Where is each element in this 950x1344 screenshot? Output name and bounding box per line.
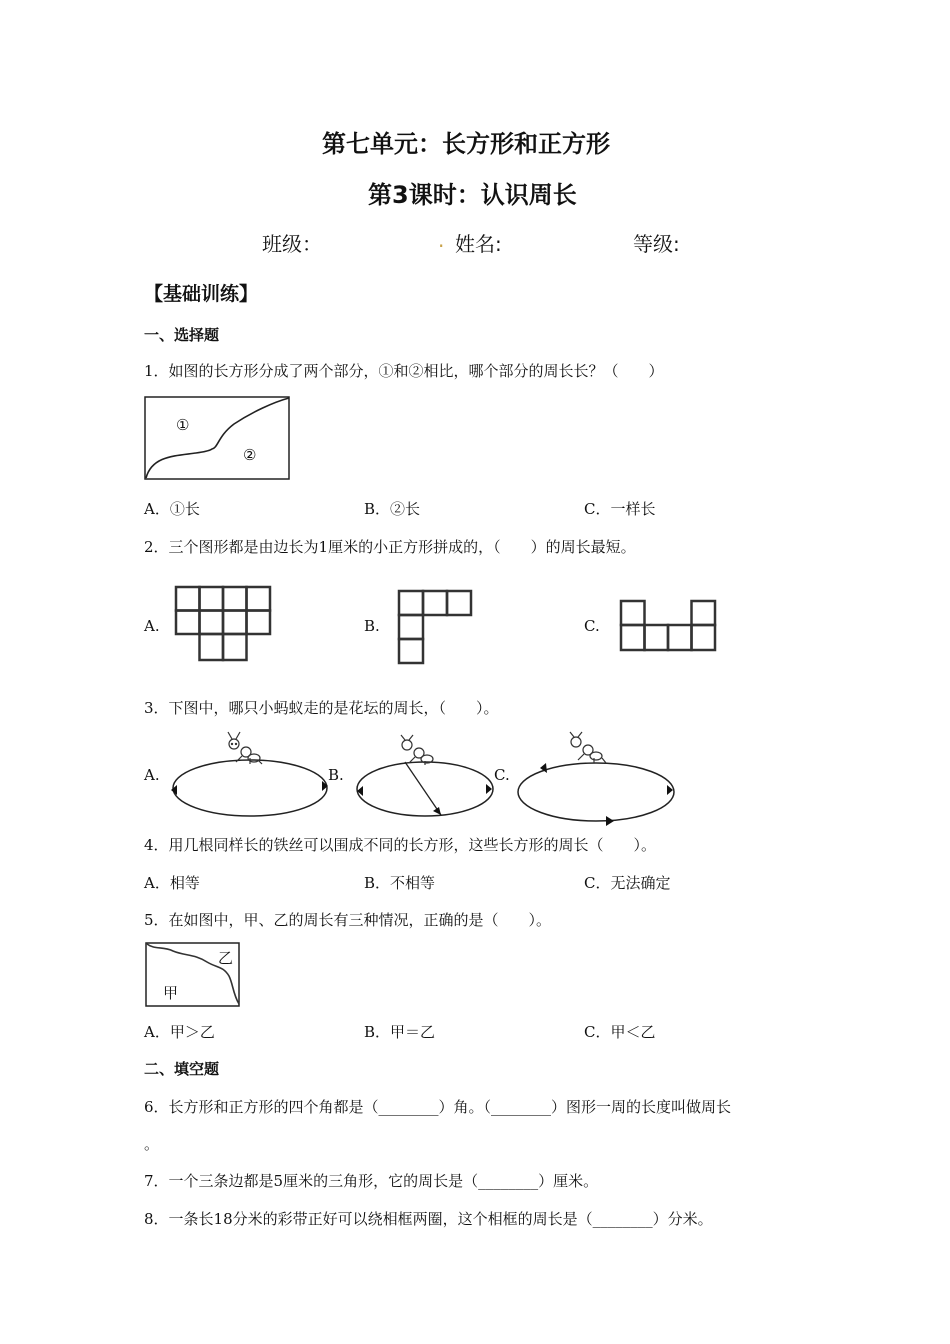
question-3: 3．下图中，哪只小蚂蚁走的是花坛的周长，（ ）。 — [144, 699, 499, 717]
question-1: 1．如图的长方形分成了两个部分，①和②相比，哪个部分的周长长？（ ） — [144, 362, 664, 380]
q4-option-c[interactable]: C．无法确定 — [584, 874, 671, 892]
q5-option-b[interactable]: B．甲＝乙 — [364, 1023, 436, 1041]
q5-label-yi: 乙 — [218, 949, 234, 967]
q1-label-1: ① — [176, 416, 190, 434]
unit-title: 第七单元：长方形和正方形 — [322, 130, 610, 158]
question-5: 5．在如图中，甲、乙的周长有三种情况，正确的是（ ）。 — [144, 911, 552, 929]
q4-option-b[interactable]: B．不相等 — [364, 874, 436, 892]
grade-label: 等级: — [633, 232, 680, 256]
q5-option-c[interactable]: C．甲＜乙 — [584, 1023, 656, 1041]
q3-option-c[interactable]: C. — [494, 766, 510, 784]
question-7: 7．一个三条边都是5厘米的三角形，它的周长是（________）厘米。 — [144, 1172, 599, 1190]
q2-figure-b — [398, 590, 472, 664]
q5-option-a[interactable]: A．甲＞乙 — [144, 1023, 215, 1041]
lesson-title: 第3课时：认识周长 — [368, 181, 577, 209]
q3-option-a[interactable]: A. — [144, 766, 160, 784]
question-4: 4．用几根同样长的铁丝可以围成不同的长方形，这些长方形的周长（ ）。 — [144, 836, 657, 854]
part2-heading: 二、填空题 — [144, 1060, 220, 1078]
section-heading: 【基础训练】 — [144, 283, 259, 305]
q3-figure-c — [516, 732, 678, 824]
q2-option-a[interactable]: A. — [144, 617, 160, 635]
q3-figure-a — [170, 730, 332, 820]
q2-figure-a — [175, 586, 271, 662]
name-label: 姓名: — [455, 232, 502, 256]
q1-figure — [144, 396, 290, 480]
q3-figure-b — [355, 735, 495, 821]
q2-option-b[interactable]: B. — [364, 617, 380, 635]
q1-option-c[interactable]: C．一样长 — [584, 500, 656, 518]
q1-option-a[interactable]: A．①长 — [144, 500, 200, 518]
q2-figure-c — [620, 600, 716, 652]
q3-option-b[interactable]: B. — [328, 766, 344, 784]
q4-option-a[interactable]: A．相等 — [144, 874, 200, 892]
question-6-continued: 。 — [144, 1135, 160, 1153]
question-8: 8．一条长18分米的彩带正好可以绕相框两圈，这个相框的周长是（________）分米。 — [144, 1210, 713, 1228]
q5-label-jia: 甲 — [163, 984, 179, 1002]
class-label: 班级： — [262, 232, 322, 256]
q1-option-b[interactable]: B．②长 — [364, 500, 421, 518]
separator-dot: . — [438, 228, 445, 252]
question-6: 6．长方形和正方形的四个角都是（________）角。（________）图形一周的长度叫做周长 — [144, 1098, 732, 1116]
q1-label-2: ② — [243, 446, 257, 464]
part1-heading: 一、选择题 — [144, 326, 220, 344]
q2-option-c[interactable]: C. — [584, 617, 600, 635]
question-2: 2．三个图形都是由边长为1厘米的小正方形拼成的，（ ）的周长最短。 — [144, 538, 636, 556]
